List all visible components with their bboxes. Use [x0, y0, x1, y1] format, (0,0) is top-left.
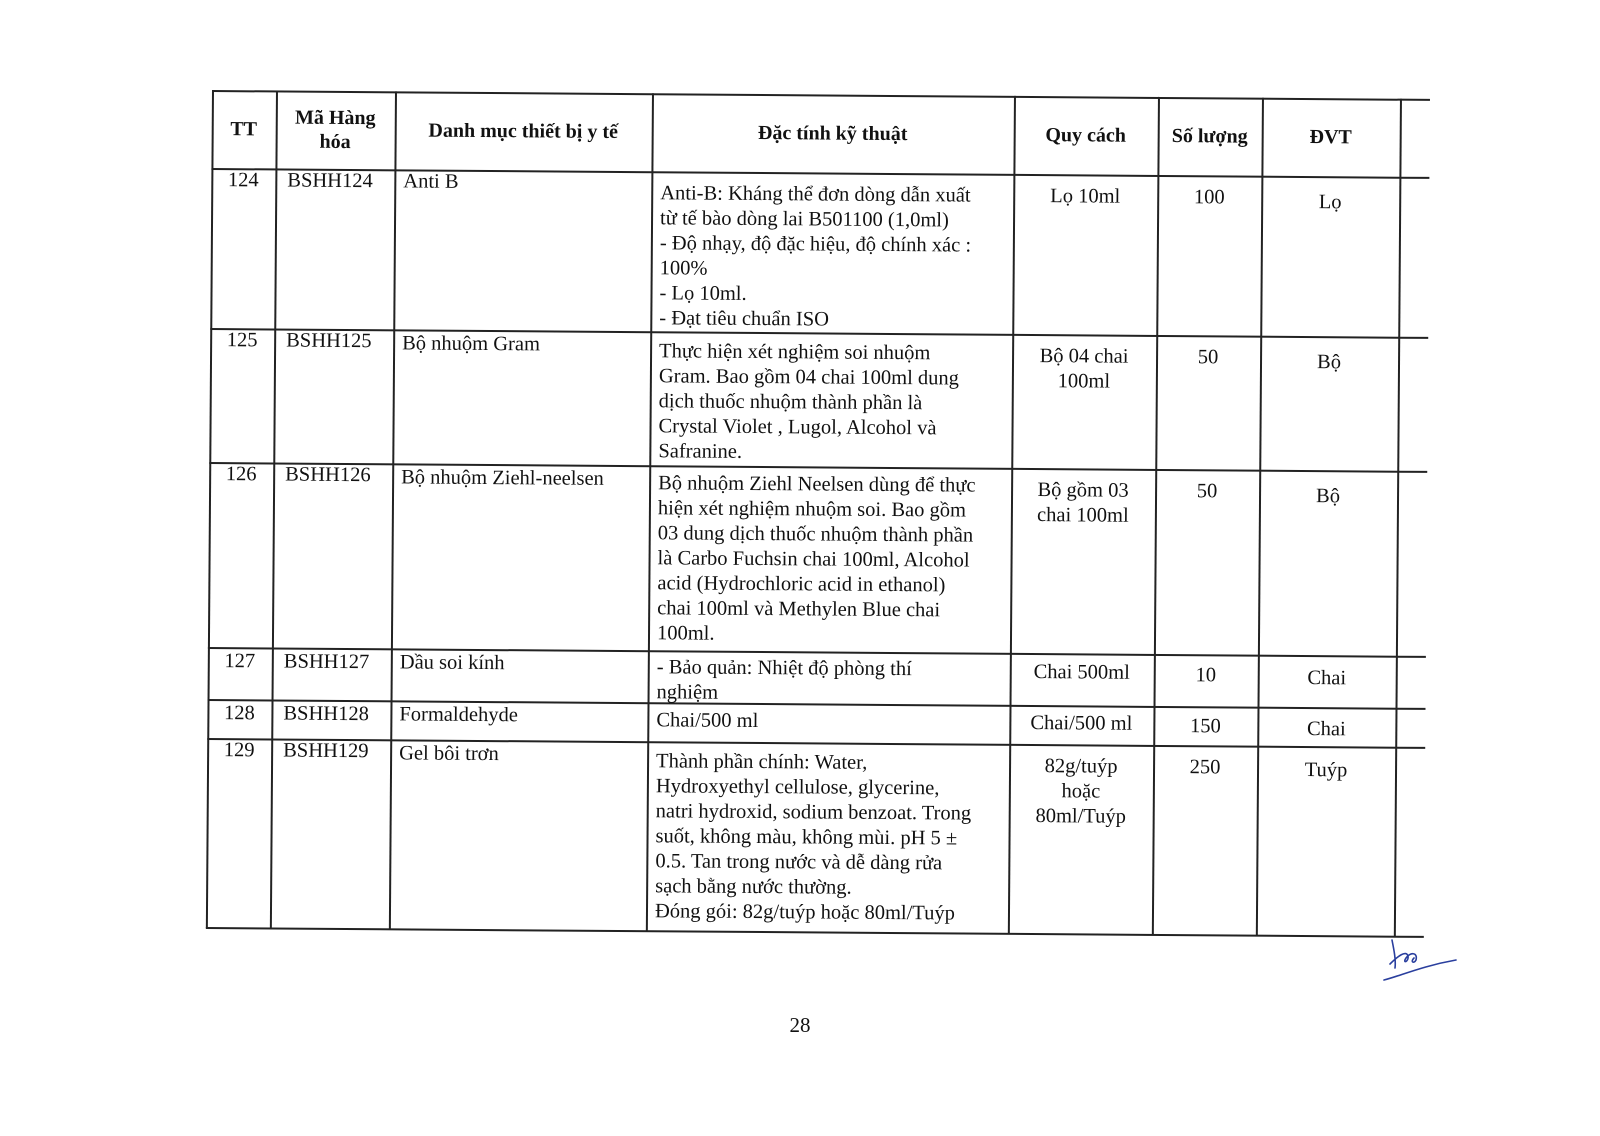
signature-mark — [1378, 934, 1458, 986]
cell-code: BSHH125 — [286, 329, 372, 353]
cell-spec: Anti-B: Kháng thể đơn dòng dẫn xuất từ tế bào dòng lai B501100 (1,0ml) - Độ nhạy, độ đặc hiệu, độ chính xác : 100% - Lọ 10ml. - Đạt tiêu chuẩn ISO — [659, 182, 972, 331]
cell-pack: Bộ 04 chai 100ml — [1039, 345, 1129, 393]
cell-qty: 150 — [1189, 715, 1221, 738]
header-tt: TT — [230, 118, 258, 141]
rule — [1394, 99, 1402, 937]
cell-pack: Lọ 10ml — [1050, 185, 1121, 208]
cell-tt: 129 — [223, 739, 255, 762]
cell-spec: Thành phần chính: Water, Hydroxyethyl cellulose, glycerine, natri hydroxid, sodium benzoat. Trong suốt, không màu, không mùi. pH 5 ± 0.5. Tan trong nước và dễ dàng rửa sạch bằng nước thường. Đóng gói: 82g/tuýp hoặc 80ml/Tuýp — [654, 750, 972, 925]
page-number: 28 — [789, 1013, 811, 1037]
header-name: Danh mục thiết bị y tế — [428, 119, 619, 143]
rule — [389, 91, 397, 929]
cell-name: Bộ nhuộm Ziehl-neelsen — [401, 466, 604, 490]
cell-qty: 50 — [1196, 480, 1218, 503]
cell-tt: 128 — [223, 702, 255, 725]
header-spec: Đặc tính kỹ thuật — [757, 122, 908, 146]
cell-spec: Chai/500 ml — [656, 709, 759, 733]
header-pack: Quy cách — [1045, 124, 1127, 147]
cell-code: BSHH126 — [285, 463, 371, 487]
rule — [1256, 98, 1264, 936]
cell-unit: Bộ — [1316, 351, 1342, 374]
cell-qty: 10 — [1195, 664, 1217, 687]
header-code: Mã Hàng hóa — [294, 106, 376, 154]
cell-unit: Bộ — [1316, 485, 1341, 508]
header-unit: ĐVT — [1309, 126, 1352, 149]
cell-qty: 250 — [1189, 756, 1221, 779]
cell-pack: 82g/tuýp hoặc 80ml/Tuýp — [1035, 755, 1126, 828]
cell-name: Gel bôi trơn — [399, 742, 499, 766]
cell-tt: 127 — [224, 650, 256, 673]
cell-name: Anti B — [403, 170, 459, 193]
rule — [270, 90, 278, 928]
cell-spec: Bộ nhuộm Ziehl Neelsen dùng để thực hiện xét nghiệm nhuộm soi. Bao gồm 03 dung dịch thuốc nhuộm thành phần là Carbo Fuchsin chai 100ml, Alcohol acid (Hydrochloric acid in ethanol) chai 100ml và Methylen Blue chai 100ml. — [656, 472, 976, 645]
cell-qty: 100 — [1193, 186, 1225, 209]
header-qty: Số lượng — [1171, 125, 1248, 148]
cell-name: Dầu soi kính — [399, 651, 505, 675]
cell-unit: Chai — [1307, 667, 1347, 690]
cell-code: BSHH128 — [283, 702, 369, 726]
cell-code: BSHH124 — [287, 169, 373, 193]
cell-qty: 50 — [1197, 346, 1219, 369]
rule — [206, 90, 214, 928]
cell-spec: Thực hiện xét nghiệm soi nhuộm Gram. Bao gồm 04 chai 100ml dung dịch thuốc nhuộm thành phần là Crystal Violet , Lugol, Alcohol và Safranine. — [658, 340, 960, 463]
cell-code: BSHH127 — [283, 650, 370, 674]
cell-code: BSHH129 — [283, 739, 369, 763]
cell-tt: 124 — [227, 169, 259, 192]
cell-spec: - Bảo quản: Nhiệt độ phòng thí nghiệm — [656, 656, 912, 704]
cell-unit: Lọ — [1318, 191, 1342, 214]
cell-name: Formaldehyde — [399, 703, 518, 727]
cell-name: Bộ nhuộm Gram — [402, 332, 541, 356]
cell-unit: Chai — [1306, 718, 1346, 741]
cell-pack: Bộ gồm 03 chai 100ml — [1036, 479, 1129, 527]
equipment-table — [206, 90, 1430, 937]
cell-pack: Chai/500 ml — [1030, 712, 1133, 735]
cell-tt: 125 — [226, 329, 258, 352]
cell-pack: Chai 500ml — [1033, 661, 1130, 684]
cell-unit: Tuýp — [1304, 759, 1348, 782]
cell-tt: 126 — [225, 463, 257, 486]
